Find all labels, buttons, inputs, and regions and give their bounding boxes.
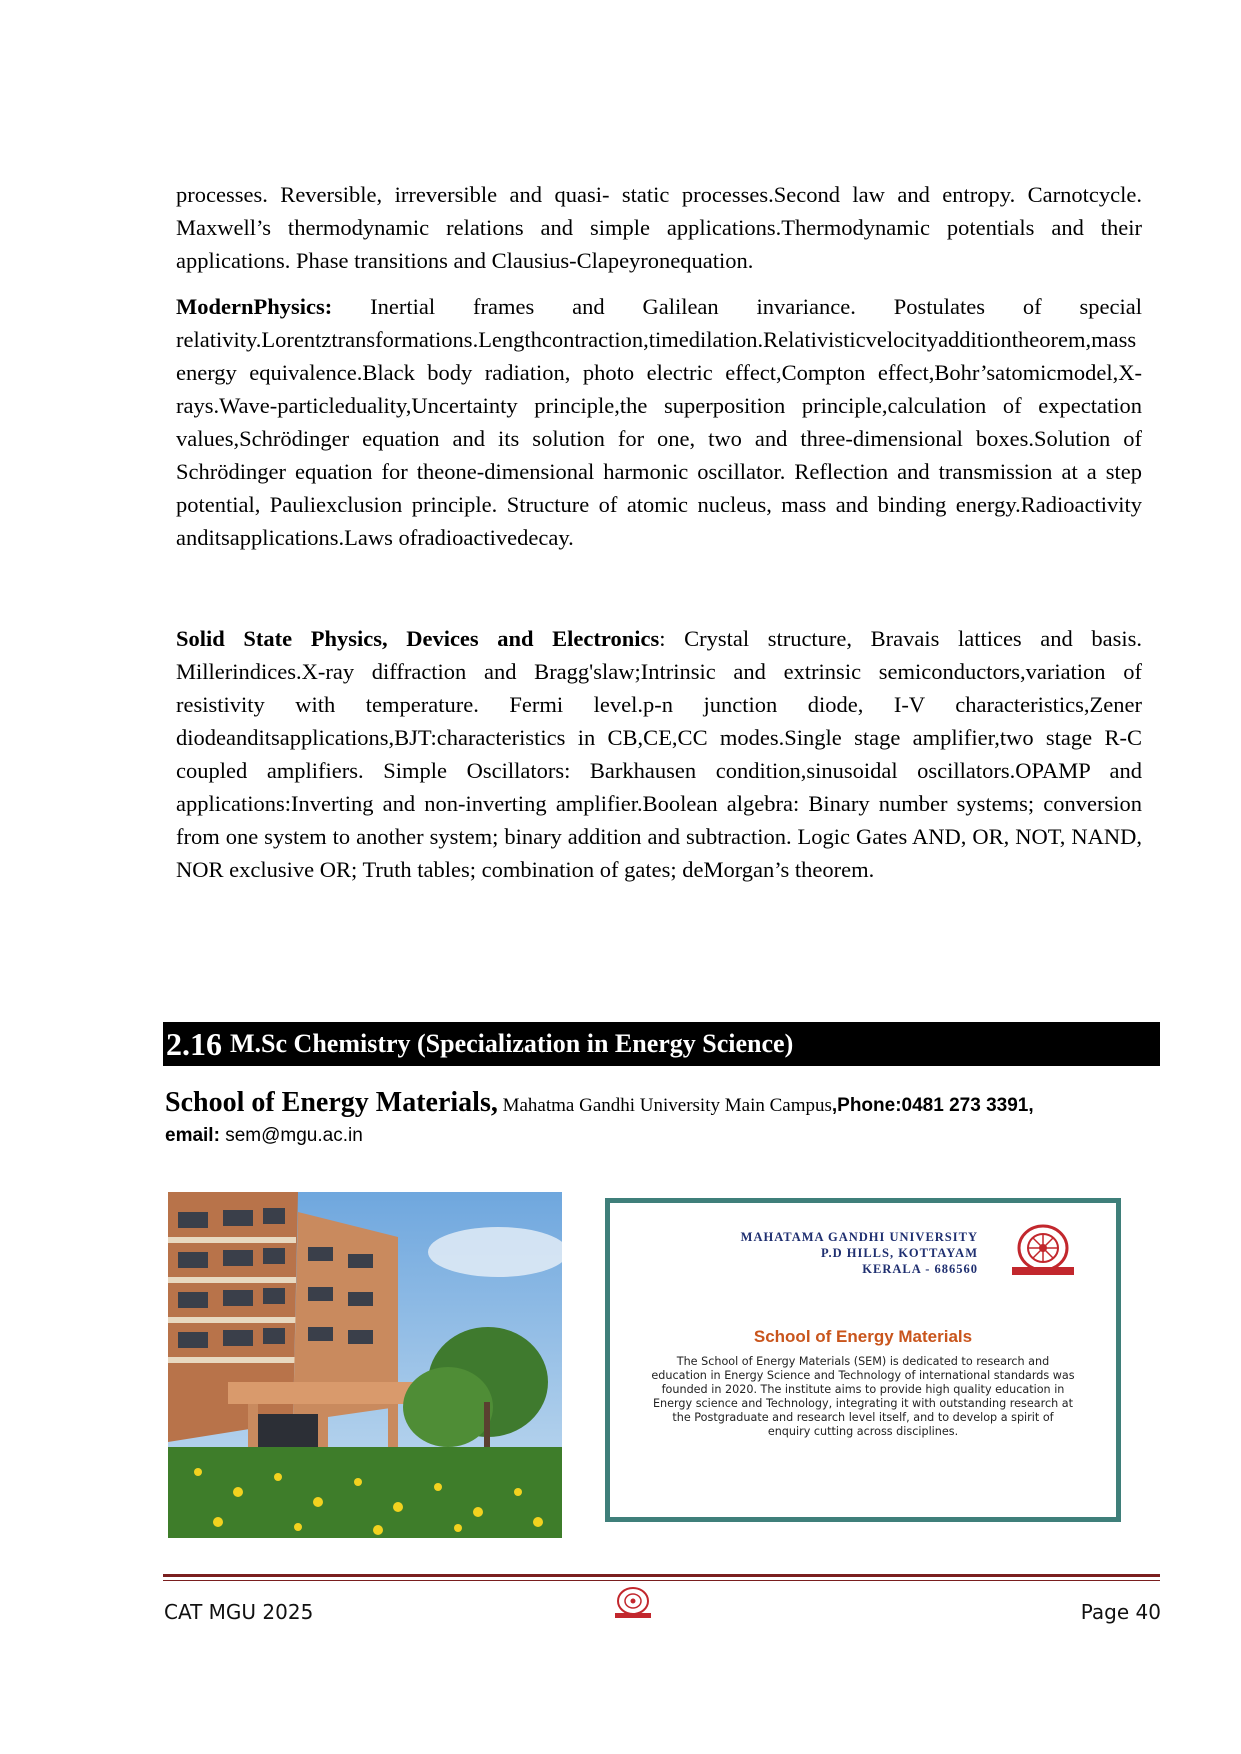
school-contact-line xyxy=(165,1088,1165,1151)
school-info-card xyxy=(605,1198,1121,1522)
footer-rule xyxy=(163,1574,1160,1577)
solid-state-heading: Solid State Physics, Devices and Electronics xyxy=(176,626,660,651)
card-university-place: P.D HILLS, KOTTAYAM xyxy=(820,1246,978,1260)
university-seal-icon xyxy=(1006,1223,1080,1277)
footer-document-name: CAT MGU 2025 xyxy=(164,1600,314,1624)
modern-physics-heading: ModernPhysics: xyxy=(176,294,333,319)
footer-page-number: Page 40 xyxy=(1080,1600,1161,1624)
phone-text: ,Phone:0481 273 3391, xyxy=(831,1095,1034,1116)
modern-physics-body: Inertial frames and Galilean invariance. Postulates of special relativity.Lorentztransformations.Lengthcontraction,timedilation.Relativisticvelocityadditiontheorem,mass energy equivalence.Black body radiation, photo electric effect,Compton effect,Bohr’satomicmodel,X-rays.Wave-particleduality,Uncertainty principle,the superposition principle,calculation of expectation values,Schrödinger equation and its solution for one, two and three-dimensional boxes.Solution of Schrödinger equation for theone-dimensional harmonic oscillator. Reflection and transmission at a step potential, Pauliexclusion principle. Structure of atomic nucleus, mass and binding energy.Radioactivity anditsapplications.Laws ofradioactivedecay. xyxy=(176,294,1142,550)
modern-physics-paragraph xyxy=(176,290,1142,554)
university-logo-icon xyxy=(611,1586,655,1620)
building-illustration xyxy=(168,1192,562,1538)
thermodynamics-paragraph: processes. Reversible, irreversible and quasi- static processes.Second law and entropy. Carnotcycle. Maxwell’s thermodynamic relations and simple applications.Thermodynamic potentials and their applications. Phase transitions and Clausius-Clapeyronequation. xyxy=(176,182,1142,273)
card-university-name: MAHATAMA GANDHI UNIVERSITY xyxy=(740,1230,978,1244)
card-title: School of Energy Materials xyxy=(753,1327,973,1346)
section-number: 2.16 xyxy=(166,1025,222,1062)
card-description: The School of Energy Materials (SEM) is dedicated to research and education in Energy Science and Technology of international standards was founded in 2020. The institute aims to provide high quality education in Energy science and Technology, integrating it with outstanding research at the Postgraduate and research level itself, and to develop a spirit of enquiry cutting across disciplines. xyxy=(651,1355,1075,1438)
school-name: School of Energy Materials, xyxy=(165,1087,498,1118)
card-university-address xyxy=(741,1229,978,1277)
footer-rule-thin xyxy=(163,1580,1160,1581)
section-heading-bar xyxy=(163,1022,1160,1066)
email-link[interactable]: sem@mgu.ac.in xyxy=(219,1125,363,1146)
campus-building-photo xyxy=(168,1192,562,1538)
email-label: email: xyxy=(165,1125,220,1146)
solid-state-paragraph xyxy=(176,622,1142,886)
section-title: M.Sc Chemistry (Specialization in Energy Science) xyxy=(230,1029,794,1058)
campus-name: Mahatma Gandhi University Main Campus xyxy=(497,1095,832,1116)
card-university-pin: KERALA - 686560 xyxy=(862,1262,978,1276)
solid-state-body: : Crystal structure, Bravais lattices and basis. Millerindices.X-ray diffraction and Bragg'slaw;Intrinsic and extrinsic semiconductors,variation of resistivity with temperature. Fermi level.p-n junction diode, I-V characteristics,Zener diodeanditsapplications,BJT:characteristics in CB,CE,CC modes.Single stage amplifier,two stage R-C coupled amplifiers. Simple Oscillators: Barkhausen condition,sinusoidal oscillators.OPAMP and applications:Inverting and non-inverting amplifier.Boolean algebra: Binary number systems; conversion from one system to another system; binary addition and subtraction. Logic Gates AND, OR, NOT, NAND, NOR exclusive OR; Truth tables; combination of gates; deMorgan’s theorem. xyxy=(176,626,1143,882)
